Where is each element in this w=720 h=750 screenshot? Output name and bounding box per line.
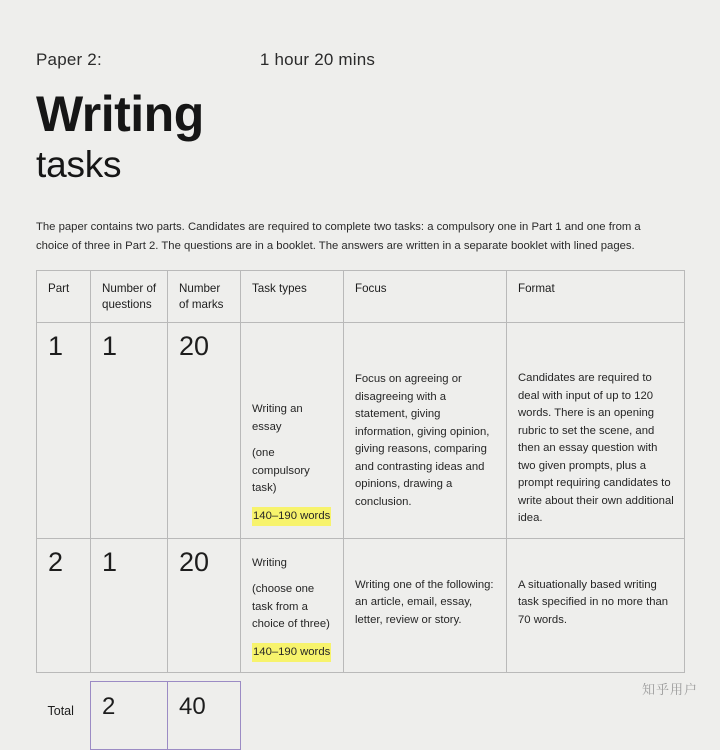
row-mark-count: 20 — [168, 323, 241, 539]
task-type-title: Writing — [252, 556, 287, 569]
task-type-title: Writing an essay — [252, 403, 303, 433]
total-label: Total — [47, 703, 74, 718]
paper-spec-table — [36, 270, 685, 750]
column-header-questions: Number of questions — [91, 271, 168, 323]
document-header — [36, 50, 684, 70]
task-type-note: (choose one task from a choice of three) — [252, 583, 330, 631]
intro-paragraph: The paper contains two parts. Candidates are required to complete two tasks: a compulsory one in Part 1 and one from a choice of three in Part 2. The questions are in a booklet. The answers are written in a separate booklet with lined pages. — [36, 221, 641, 252]
row-mark-count: 20 — [168, 538, 241, 673]
table-row — [37, 323, 685, 539]
table-row-spacer — [37, 673, 685, 682]
column-header-part: Part — [37, 271, 91, 323]
row-focus: Focus on agreeing or disagreeing with a statement, giving information, giving opinion, giving reasons, comparing and contrasting ideas and opinions, drawing a conclusion. — [344, 323, 507, 539]
row-task-types — [241, 323, 344, 539]
total-spacer — [344, 682, 507, 749]
row-question-count: 1 — [91, 323, 168, 539]
total-questions: 2 — [91, 682, 168, 749]
row-part-number: 1 — [37, 323, 91, 539]
total-marks: 40 — [168, 682, 241, 749]
watermark: 知乎用户 — [641, 682, 698, 697]
row-focus: Writing one of the following: an article, email, essay, letter, review or story. — [344, 538, 507, 673]
row-part-number: 2 — [37, 538, 91, 673]
task-type-word-count: 140–190 words — [252, 643, 331, 663]
column-header-marks: Number of marks — [168, 271, 241, 323]
page-title: Writing — [36, 86, 204, 142]
exam-duration: 1 hour 20 mins — [259, 50, 376, 69]
table-header-row — [37, 271, 685, 323]
row-format: A situationally based writing task specified in no more than 70 words. — [507, 538, 685, 673]
page-subtitle: tasks — [36, 144, 122, 185]
row-format: Candidates are required to deal with input of up to 120 words. There is an opening rubric to set the scene, and then an essay question with two given prompts, plus a prompt requiring candidates to write about their own additional idea. — [507, 323, 685, 539]
task-type-note: (one compulsory task) — [252, 447, 310, 495]
table-total-row — [37, 682, 685, 749]
row-task-types — [241, 538, 344, 673]
paper-label: Paper 2: — [36, 50, 102, 69]
row-question-count: 1 — [91, 538, 168, 673]
table-row — [37, 538, 685, 673]
column-header-format: Format — [507, 271, 685, 323]
task-type-word-count: 140–190 words — [252, 507, 331, 527]
column-header-task-types: Task types — [241, 271, 344, 323]
total-spacer — [241, 682, 344, 749]
column-header-focus: Focus — [344, 271, 507, 323]
